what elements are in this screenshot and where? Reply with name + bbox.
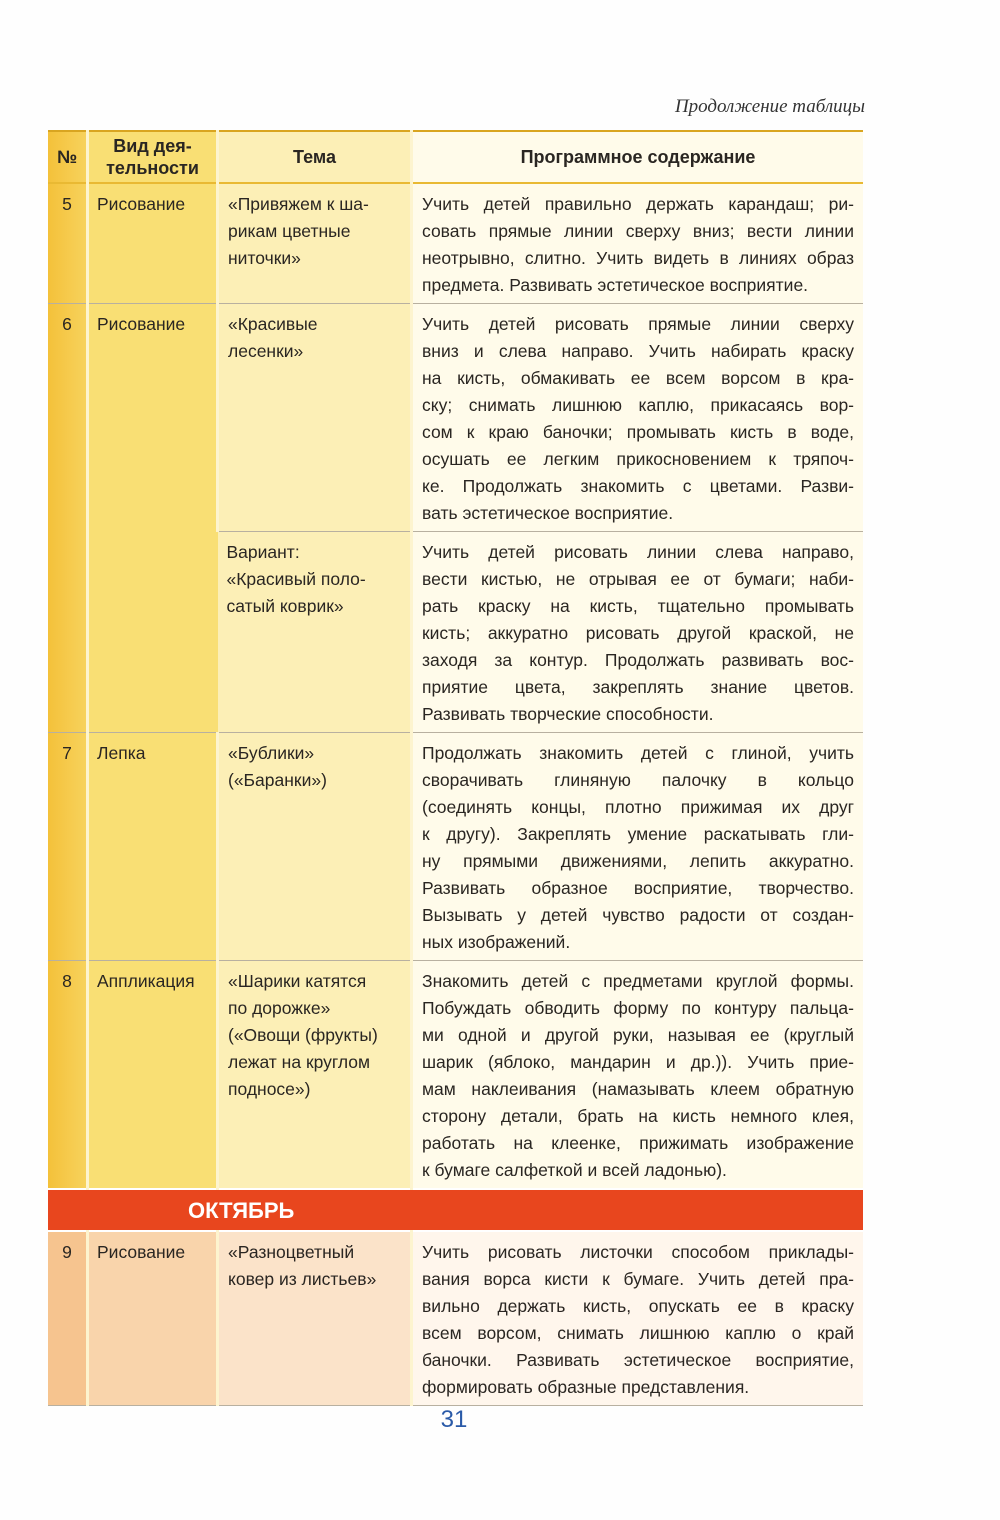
content-line: к другу). Закреплять умение раскатывать гли-	[422, 824, 854, 844]
activity-type: Рисование	[88, 183, 218, 304]
header-type: Вид дея- тельности	[88, 131, 218, 183]
content-cell	[412, 304, 864, 532]
content-line: сворачивать глиняную палочку в кольцо	[422, 770, 854, 790]
topic-line: рикам цветные	[228, 221, 351, 241]
content-line: работать на клеенке, прижимать изображение	[422, 1133, 854, 1153]
table-row	[48, 183, 863, 304]
topic-cell	[218, 183, 412, 304]
content-line: осушать ее легким прикосновением к тряпоч-	[422, 449, 854, 469]
row-number: 9	[48, 1231, 88, 1406]
content-line: приятие цвета, закреплять знание цветов.	[422, 677, 854, 697]
content-cell	[412, 733, 864, 961]
month-label: ОКТЯБРЬ	[188, 1197, 295, 1223]
content-line: предмета. Развивать эстетическое восприятие.	[422, 275, 809, 295]
content-cell	[412, 961, 864, 1190]
content-line: Учить детей правильно держать карандаш; ри-	[422, 194, 854, 214]
content-line: к бумаге салфеткой и всей ладонью).	[422, 1160, 727, 1180]
content-cell	[412, 532, 864, 733]
content-line: вести кистью, не отрывая ее от бумаги; наби-	[422, 569, 854, 589]
page-number: 31	[440, 1406, 468, 1433]
content-line: Развивать образное восприятие, творчество.	[422, 878, 854, 898]
topic-line: сатый коврик»	[226, 596, 344, 616]
header-topic: Тема	[218, 131, 412, 183]
topic-line: «Привяжем к ша-	[228, 194, 369, 214]
content-line: Учить детей рисовать линии слева направо,	[422, 542, 854, 562]
content-line: сторону детали, брать на кисть немного клея,	[422, 1106, 854, 1126]
header-num: №	[48, 131, 88, 183]
content-line: вниз и слева направо. Учить набирать краску	[422, 341, 854, 361]
content-line: формировать образные представления.	[422, 1377, 750, 1397]
topic-line: «Разноцветный	[228, 1242, 355, 1262]
content-line: Учить рисовать листочки способом приклады-	[422, 1242, 854, 1262]
table-row	[48, 961, 863, 1190]
topic-line: лежат на круглом	[228, 1052, 371, 1072]
content-line: рать краску на кисть, тщательно промывать	[422, 596, 854, 616]
topic-cell	[218, 532, 412, 733]
content-line: совать прямые линии сверху вниз; вести линии	[422, 221, 854, 241]
row-number: 5	[48, 183, 88, 304]
topic-line: ниточки»	[228, 248, 301, 268]
content-line: ми одной и другой руки, называя ее (круглый	[422, 1025, 854, 1045]
content-line: заходя за контур. Продолжать развивать вос-	[422, 650, 854, 670]
topic-line: «Шарики катятся	[228, 971, 367, 991]
content-line: Развивать творческие способности.	[422, 704, 714, 724]
topic-line: лесенки»	[228, 341, 304, 361]
content-line: кисть; аккуратно рисовать другой краской, не	[422, 623, 854, 643]
topic-line: Вариант:	[226, 542, 300, 562]
content-cell	[412, 1231, 864, 1406]
row-number: 7	[48, 733, 88, 961]
content-line: ке. Продолжать знакомить с цветами. Разви-	[422, 476, 854, 496]
content-line: шарик (яблоко, мандарин и др.)). Учить прие-	[422, 1052, 854, 1072]
content-line: Побуждать обводить форму по контуру пальца-	[422, 998, 854, 1018]
content-line: вания ворса кисти к бумаге. Учить детей пра-	[422, 1269, 854, 1289]
content-line: (соединять концы, плотно прижимая их друг	[422, 797, 854, 817]
topic-cell	[218, 304, 412, 532]
content-cell	[412, 183, 864, 304]
row-number: 6	[48, 304, 88, 733]
activity-type: Аппликация	[88, 961, 218, 1190]
topic-line: подносе»)	[228, 1079, 311, 1099]
content-line: всем ворсом, снимать лишнюю каплю о край	[422, 1323, 854, 1343]
content-line: ных изображений.	[422, 932, 571, 952]
lesson-table	[48, 130, 863, 1406]
header-content: Программное содержание	[412, 131, 864, 183]
content-line: неотрывно, слитно. Учить видеть в линиях образ	[422, 248, 854, 268]
topic-line: «Бублики»	[228, 743, 315, 763]
content-line: сом к краю баночки; промывать кисть в воде,	[422, 422, 854, 442]
activity-type: Рисование	[88, 1231, 218, 1406]
content-line: баночки. Развивать эстетическое восприятие,	[422, 1350, 854, 1370]
topic-cell	[218, 1231, 412, 1406]
table-continuation-label: Продолжение таблицы	[674, 96, 865, 117]
table-header	[48, 131, 863, 183]
topic-line: («Овощи (фрукты)	[228, 1025, 378, 1045]
row-number: 8	[48, 961, 88, 1190]
month-band	[48, 1189, 863, 1231]
content-line: ску; снимать лишнюю каплю, прикасаясь вор-	[422, 395, 854, 415]
content-line: на кисть, обмакивать ее всем ворсом в кра-	[422, 368, 854, 388]
content-line: мам наклеивания (намазывать клеем обратную	[422, 1079, 854, 1099]
table-row	[48, 1231, 863, 1406]
content-line: Знакомить детей с предметами круглой формы.	[422, 971, 854, 991]
topic-line: «Красивые	[228, 314, 318, 334]
month-cell	[48, 1189, 863, 1231]
content-line: Продолжать знакомить детей с глиной, учить	[422, 743, 854, 763]
activity-type: Лепка	[88, 733, 218, 961]
content-line: Учить детей рисовать прямые линии сверху	[422, 314, 854, 334]
content-line: Вызывать у детей чувство радости от создан-	[422, 905, 854, 925]
topic-cell	[218, 961, 412, 1190]
content-line: вильно держать кисть, опускать ее в краску	[422, 1296, 854, 1316]
topic-line: («Баранки»)	[228, 770, 327, 790]
topic-line: «Красивый поло-	[226, 569, 366, 589]
topic-line: по дорожке»	[228, 998, 331, 1018]
content-line: ну прямыми движениями, лепить аккуратно.	[422, 851, 854, 871]
table-row	[48, 304, 863, 532]
topic-line: ковер из листьев»	[228, 1269, 377, 1289]
table-row	[48, 733, 863, 961]
activity-type: Рисование	[88, 304, 218, 733]
content-line: вать эстетическое восприятие.	[422, 503, 674, 523]
topic-cell	[218, 733, 412, 961]
